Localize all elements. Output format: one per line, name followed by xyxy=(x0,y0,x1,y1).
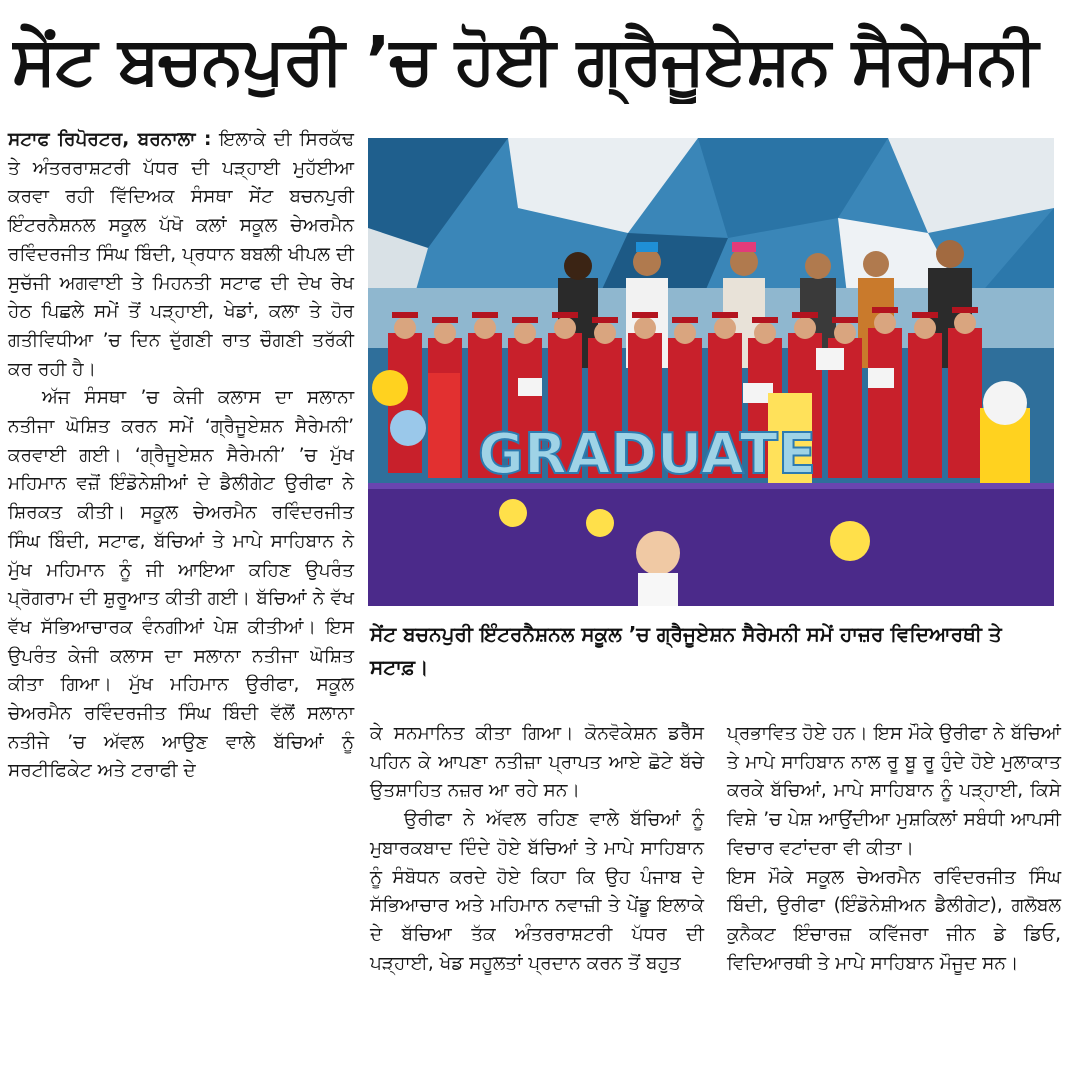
article-paragraph-3: ਉਰੀਫਾ ਨੇ ਅੱਵਲ ਰਹਿਣ ਵਾਲੇ ਬੱਚਿਆਂ ਨੂੰ ਮੁਬਾਰਕਬਾਦ ਦਿੰਦੇ ਹੋਏ ਬੱਚਿਆਂ ਤੇ ਮਾਪੇ ਸਾਹਿਬਾਨ ਨੂੰ ਸੰਬੋਧਨ ਕਰਦੇ ਹੋਏ ਕਿਹਾ ਕਿ ਉਹ ਪੰਜਾਬ ਦੇ ਸੱਭਿਆਚਾਰ ਅਤੇ ਮਹਿਮਾਨ ਨਵਾਜ਼ੀ ਤੇ ਪੇਂਡੂ ਇਲਾਕੇ ਦੇ ਬੱਚਿਆ ਤੱਕ ਅੰਤਰਰਾਸ਼ਟਰੀ ਪੱਧਰ ਦੀ ਪੜ੍ਹਾਈ, ਖੇਡ ਸਹੂਲਤਾਂ ਪ੍ਰਦਾਨ ਕਰਨ ਤੋਂ ਬਹੁਤ xyxy=(370,809,704,974)
byline: ਸਟਾਫ ਰਿਪੋਰਟਰ, ਬਰਨਾਲਾ : xyxy=(8,129,212,150)
article-column-1 xyxy=(8,126,354,786)
article-paragraph-1 xyxy=(8,126,354,384)
paragraph-1-text: ਇਲਾਕੇ ਦੀ ਸਿਰਕੱਢ ਤੇ ਅੰਤਰਰਾਸ਼ਟਰੀ ਪੱਧਰ ਦੀ ਪੜ੍ਹਾਈ ਮੁਹੱਈਆ ਕਰਵਾ ਰਹੀ ਵਿੱਦਿਅਕ ਸੰਸਥਾ ਸੇਂਟ ਬਚਨਪੁਰੀ ਇੰਟਰਨੈਸ਼ਨਲ ਸਕੂਲ ਪੱਖੋ ਕਲਾਂ ਸਕੂਲ ਚੇਅਰਮੈਨ ਰਵਿੰਦਰਜੀਤ ਸਿੰਘ ਬਿੰਦੀ, ਪ੍ਰਧਾਨ ਬਬਲੀ ਖੀਪਲ ਦੀ ਸੁਚੱਜੀ ਅਗਵਾਈ ਤੇ ਮਿਹਨਤੀ ਸਟਾਫ ਦੀ ਦੇਖ ਰੇਖ ਹੇਠ ਪਿਛਲੇ ਸਮੇਂ ਤੋਂ ਪੜ੍ਹਾਈ, ਖੇਡਾਂ, ਕਲਾ ਤੇ ਹੋਰ ਗਤੀਵਿਧੀਆ ’ਚ ਦਿਨ ਦੁੱਗਣੀ ਰਾਤ ਚੌਗਣੀ ਤਰੱਕੀ ਕਰ ਰਹੀ ਹੈ। xyxy=(8,129,354,380)
article-paragraph-2-continued: ਕੇ ਸਨਮਾਨਿਤ ਕੀਤਾ ਗਿਆ। ਕੋਨਵੋਕੇਸ਼ਨ ਡਰੈੱਸ ਪਹਿਨ ਕੇ ਆਪਣਾ ਨਤੀਜ਼ਾ ਪ੍ਰਾਪਤ ਆਏ ਛੋਟੇ ਬੱਚੇ ਉਤਸ਼ਾਹਿਤ ਨਜ਼ਰ ਆ ਰਹੇ ਸਨ। xyxy=(370,723,704,802)
article-paragraph-3-continued: ਪ੍ਰਭਾਵਿਤ ਹੋਏ ਹਨ। ਇਸ ਮੌਕੇ ਉਰੀਫਾ ਨੇ ਬੱਚਿਆਂ ਤੇ ਮਾਪੇ ਸਾਹਿਬਾਨ ਨਾਲ ਰੂ ਬੂ ਰੂ ਹੁੰਦੇ ਹੋਏ ਮੁਲਾਕਾਤ ਕਰਕੇ ਬੱਚਿਆਂ, ਮਾਪੇ ਸਾਹਿਬਾਨ ਨੂੰ ਪੜ੍ਹਾਈ, ਕਿਸੇ ਵਿਸ਼ੇ ’ਚ ਪੇਸ਼ ਆਉਂਦੀਆ ਮੁਸ਼ਕਿਲਾਂ ਸਬੰਧੀ ਆਪਸੀ ਵਿਚਾਰ ਵਟਾਂਦਰਾ ਵੀ ਕੀਤਾ। xyxy=(727,723,1061,859)
article-paragraph-4: ਇਸ ਮੌਕੇ ਸਕੂਲ ਚੇਅਰਮੈਨ ਰਵਿੰਦਰਜੀਤ ਸਿੰਘ ਬਿੰਦੀ, ਉਰੀਫਾ (ਇੰਡੋਨੇਸ਼ੀਅਨ ਡੈਲੀਗੇਟ), ਗਲੋਬਲ ਕੁਨੈਕਟ ਇੰਚਾਰਜ਼ ਕਵਿੱਜਰਾ ਜੀਨ ਡੇ ਡਿਓ, ਵਿਦਿਆਰਥੀ ਤੇ ਮਾਪੇ ਸਾਹਿਬਾਨ ਮੌਜੂਦ ਸਨ। xyxy=(727,866,1061,974)
article-paragraph-2: ਅੱਜ ਸੰਸਥਾ ’ਚ ਕੇਜੀ ਕਲਾਸ ਦਾ ਸਲਾਨਾ ਨਤੀਜਾ ਘੋਸ਼ਿਤ ਕਰਨ ਸਮੇਂ ‘ਗ੍ਰੈਜੂਏਸ਼ਨ ਸੈਰੇਮਨੀ’ ਕਰਵਾਈ ਗਈ। ‘ਗ੍ਰੈਜੂਏਸ਼ਨ ਸੈਰੇਮਨੀ’ ’ਚ ਮੁੱਖ ਮਹਿਮਾਨ ਵਜ਼ੋਂ ਇੰਡੋਨੇਸ਼ੀਆਂ ਦੇ ਡੈਲੀਗੇਟ ਉਰੀਫਾ ਨੇ ਸ਼ਿਰਕਤ ਕੀਤੀ। ਸਕੂਲ ਚੇਅਰਮੈਨ ਰਵਿੰਦਰਜੀਤ ਸਿੰਘ ਬਿੰਦੀ, ਸਟਾਫ, ਬੱਚਿਆਂ ਤੇ ਮਾਪੇ ਸਾਹਿਬਾਨ ਨੇ ਮੁੱਖ ਮਹਿਮਾਨ ਨੂੰ ਜੀ ਆਇਆ ਕਹਿਣ ਉਪਰੰਤ ਪ੍ਰੋਗਰਾਮ ਦੀ ਸ਼ੁਰੂਆਤ ਕੀਤੀ ਗਈ। ਬੱਚਿਆਂ ਨੇ ਵੱਖ ਵੱਖ ਸੱਭਿਆਚਾਰਕ ਵੰਨਗੀਆਂ ਪੇਸ਼ ਕੀਤੀਆਂ। ਇਸ ਉਪਰੰਤ ਕੇਜੀ ਕਲਾਸ ਦਾ ਸਲਾਨਾ ਨਤੀਜਾ ਘੋਸ਼ਿਤ ਕੀਤਾ ਗਿਆ। ਮੁੱਖ ਮਹਿਮਾਨ ਉਰੀਫਾ, ਸਕੂਲ ਚੇਅਰਮੈਨ ਰਵਿੰਦਰਜੀਤ ਸਿੰਘ ਬਿੰਦੀ ਵੱਲੋਂ ਸਲਾਨਾ ਨਤੀਜੇ ’ਚ ਅੱਵਲ ਆਉਣ ਵਾਲੇ ਬੱਚਿਆਂ ਨੂੰ ਸਰਟੀਫਿਕੇਟ ਅਤੇ ਟਰਾਫੀ ਦੇ xyxy=(8,387,354,782)
photo-caption: ਸੇਂਟ ਬਚਨਪੁਰੀ ਇੰਟਰਨੈਸ਼ਨਲ ਸਕੂਲ ’ਚ ਗ੍ਰੈਜੂਏਸ਼ਨ ਸੈਰੇਮਨੀ ਸਮੇਂ ਹਾਜ਼ਰ ਵਿਦਿਆਰਥੀ ਤੇ ਸਟਾਫ਼। xyxy=(370,622,1002,679)
graduation-photo xyxy=(368,138,1054,606)
graduation-photo-illustration xyxy=(368,138,1054,606)
article-column-2 xyxy=(370,720,704,978)
graduate-banner: GRADUATE xyxy=(478,422,817,487)
headline: ਸੇਂਟ ਬਚਨਪੁਰੀ ’ਚ ਹੋਈ ਗ੍ਰੈਜੂਏਸ਼ਨ ਸੈਰੇਮਨੀ xyxy=(12,22,1038,99)
article-column-3 xyxy=(727,720,1061,978)
